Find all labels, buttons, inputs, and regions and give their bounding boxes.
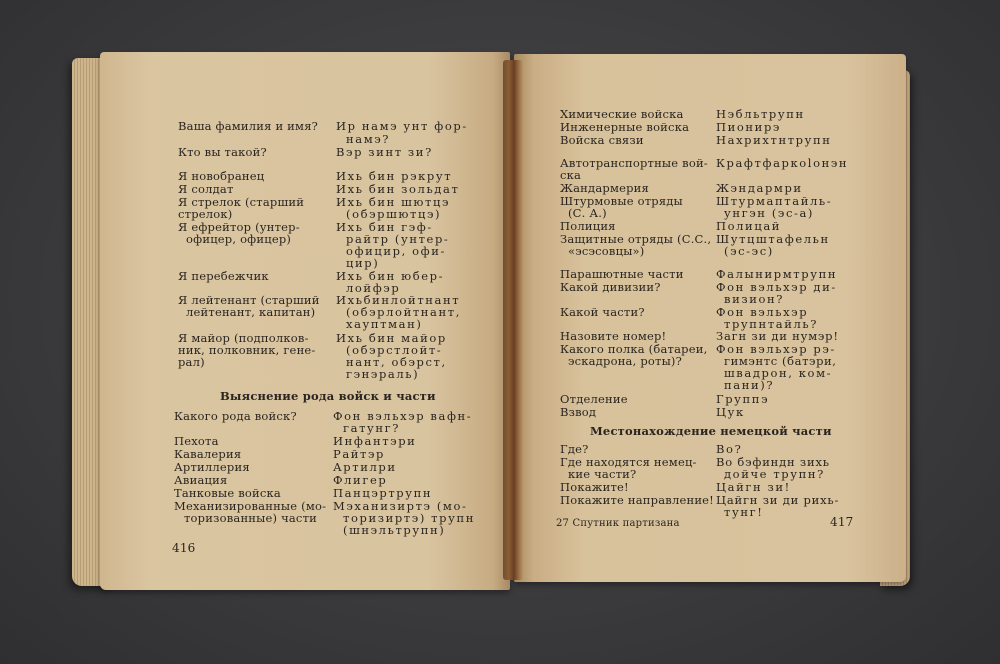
phrase-de: официр, офи- (346, 244, 446, 258)
phrase-de: (обэрстлойт- (346, 343, 443, 357)
phrase-de: цир) (346, 256, 380, 270)
phrase-ru: Какого рода войск? (174, 409, 297, 423)
phrase-ru: Кавалерия (174, 447, 242, 461)
phrase-ru: Я солдат (178, 182, 234, 196)
phrase-de: Ихь бин шютцэ (336, 195, 451, 209)
phrase-de: швадрон, ком- (724, 366, 833, 380)
phrase-ru: Я новобранец (178, 169, 265, 183)
phrase-ru: Автотранспортные вой- (560, 156, 708, 170)
phrase-de: (обэршютцэ) (346, 207, 442, 221)
phrase-de: Ихь бин майор (336, 331, 447, 345)
phrase-de: Цайгн зи! (716, 480, 791, 494)
phrase-de: Райтэр (333, 447, 386, 461)
phrase-de: лойфэр (346, 281, 401, 295)
phrase-de: Инфантэри (333, 434, 417, 448)
phrase-ru: Инженерные войска (560, 120, 690, 134)
phrase-de: Нэбльтрупн (716, 107, 805, 121)
phrase-de: Цайгн зи ди рихь- (716, 493, 840, 507)
phrase-de: Ихь бин гэф- (336, 220, 433, 234)
phrase-de: райтр (унтер- (346, 232, 450, 246)
phrase-de: Жэндармри (716, 181, 803, 195)
phrase-ru: Я майор (подполков- (178, 331, 309, 345)
phrase-de: Группэ (716, 392, 770, 406)
phrase-de: торизиртэ) трупн (343, 511, 475, 525)
phrase-de: нaмэ? (346, 132, 391, 146)
phrase-de: Полицай (716, 219, 782, 233)
phrase-ru: Я перебежчик (178, 269, 269, 283)
phrase-ru: Покажите! (560, 480, 629, 494)
phrase-de: Ир нaмэ унт фор- (336, 119, 468, 133)
phrase-ru: Штурмовые отряды (560, 194, 683, 208)
phrase-de: хауптман) (346, 317, 423, 331)
phrase-ru: Где? (560, 442, 589, 456)
phrase-ru: Пехота (174, 434, 219, 448)
phrase-ru: Артиллерия (174, 460, 250, 474)
phrase-ru: Танковые войска (174, 486, 281, 500)
phrase-de: Цук (716, 405, 745, 419)
phrase-ru: офицер, офицер) (186, 232, 292, 246)
phrase-ru: Кто вы такой? (178, 145, 267, 159)
phrase-ru: Защитные отряды (С.С., (560, 232, 712, 246)
phrase-ru: Химические войска (560, 107, 684, 121)
phrase-ru: Какой части? (560, 305, 645, 319)
phrase-ru: Я ефрейтор (унтер- (178, 220, 300, 234)
phrase-de: тунг! (724, 505, 764, 519)
phrase-de: гэнэраль) (346, 367, 420, 381)
phrase-ru: Я лейтенант (старший (178, 293, 320, 307)
page-number: 417 (830, 515, 854, 529)
footer-signature: 27 Спутник партизана (556, 518, 680, 529)
phrase-de: Фон вэльхэр ди- (716, 280, 837, 294)
phrase-ru: Полиция (560, 219, 616, 233)
phrase-de: унгэн (эс-а) (724, 206, 815, 220)
phrase-ru: Назовите номер! (560, 329, 667, 343)
phrase-de: Артилри (333, 460, 397, 474)
phrase-de: Фон вэльхэр (716, 305, 809, 319)
phrase-ru: (С. А.) (568, 206, 607, 220)
phrase-de: Загн зи ди нумэр! (716, 329, 839, 343)
phrase-ru: Парашютные части (560, 267, 684, 281)
phrase-de: трупнтайль? (724, 317, 819, 331)
phrase-ru: Какого полка (батареи, (560, 342, 708, 356)
phrase-ru: Механизированные (мо- (174, 499, 327, 513)
phrase-de: Пионирэ (716, 120, 781, 134)
phrase-ru: «эсэсовцы») (568, 244, 645, 258)
phrase-de: гимэнтс (батэри, (724, 354, 837, 368)
phrase-ru: Авиация (174, 473, 228, 487)
phrase-de: Ихь бин юбер- (336, 269, 445, 283)
phrase-de: пани)? (724, 378, 775, 392)
phrase-ru: Какой дивизии? (560, 280, 661, 294)
phrase-de: Ихь бин рэкрут (336, 169, 453, 183)
phrase-de: гатунг? (343, 421, 401, 435)
section-heading: Выяснение рода войск и части (220, 389, 436, 403)
phrase-de: Фон вэльхэр вафн- (333, 409, 473, 423)
phrase-ru: Взвод (560, 405, 597, 419)
phrase-de: Во? (716, 442, 743, 456)
phrase-ru: торизованные) части (184, 511, 317, 525)
phrase-de: Фон вэльхэр рэ- (716, 342, 836, 356)
phrase-ru: стрелок) (178, 207, 233, 221)
phrase-ru: кие части? (568, 467, 637, 481)
phrase-de: Флигер (333, 473, 388, 487)
phrase-de: Ихь бин зольдат (336, 182, 460, 196)
phrase-de: Панцэртрупн (333, 486, 433, 500)
section-heading: Местонахождение немецкой части (590, 424, 832, 438)
phrase-ru: Покажите направление! (560, 493, 715, 507)
phrase-de: Вэр зинт зи? (336, 145, 433, 159)
page-number: 416 (172, 541, 196, 555)
phrase-de: Мэханизиртэ (мо- (333, 499, 468, 513)
phrase-ru: Я стрелок (старший (178, 195, 305, 209)
phrase-ru: Жандармерия (560, 181, 649, 195)
phrase-de: (эс-эс) (724, 244, 774, 258)
phrase-de: Шутцштафельн (716, 232, 830, 246)
phrase-ru: ник, полковник, гене- (178, 343, 316, 357)
phrase-ru: Где находятся немец- (560, 455, 697, 469)
phrase-ru: рал) (178, 355, 205, 369)
phrase-de: дойче трупн? (724, 467, 825, 481)
phrase-de: Фалынирмтрупн (716, 267, 838, 281)
phrase-de: Во бэфиндн зихь (716, 455, 830, 469)
phrase-de: Нахрихтнтрупн (716, 133, 832, 147)
phrase-de: (обэрлойтнант, (346, 305, 461, 319)
phrase-de: нант, обэрст, (346, 355, 447, 369)
phrase-ru: лейтенант, капитан) (186, 305, 316, 319)
phrase-de: Штурмаптайль- (716, 194, 833, 208)
phrase-de: (шнэльтрупн) (343, 523, 446, 537)
phrase-de: Ихьбинлойтнант (336, 293, 461, 307)
phrase-de: визион? (724, 292, 785, 306)
phrase-ru: эскадрона, роты)? (568, 354, 682, 368)
phrase-ru: Войска связи (560, 133, 644, 147)
book-spine-gutter (503, 60, 523, 580)
phrase-de: Крафтфаркolонэн (716, 156, 849, 170)
phrase-ru: ска (560, 168, 582, 182)
phrase-ru: Ваша фамилия и имя? (178, 119, 319, 133)
phrase-ru: Отделение (560, 392, 628, 406)
